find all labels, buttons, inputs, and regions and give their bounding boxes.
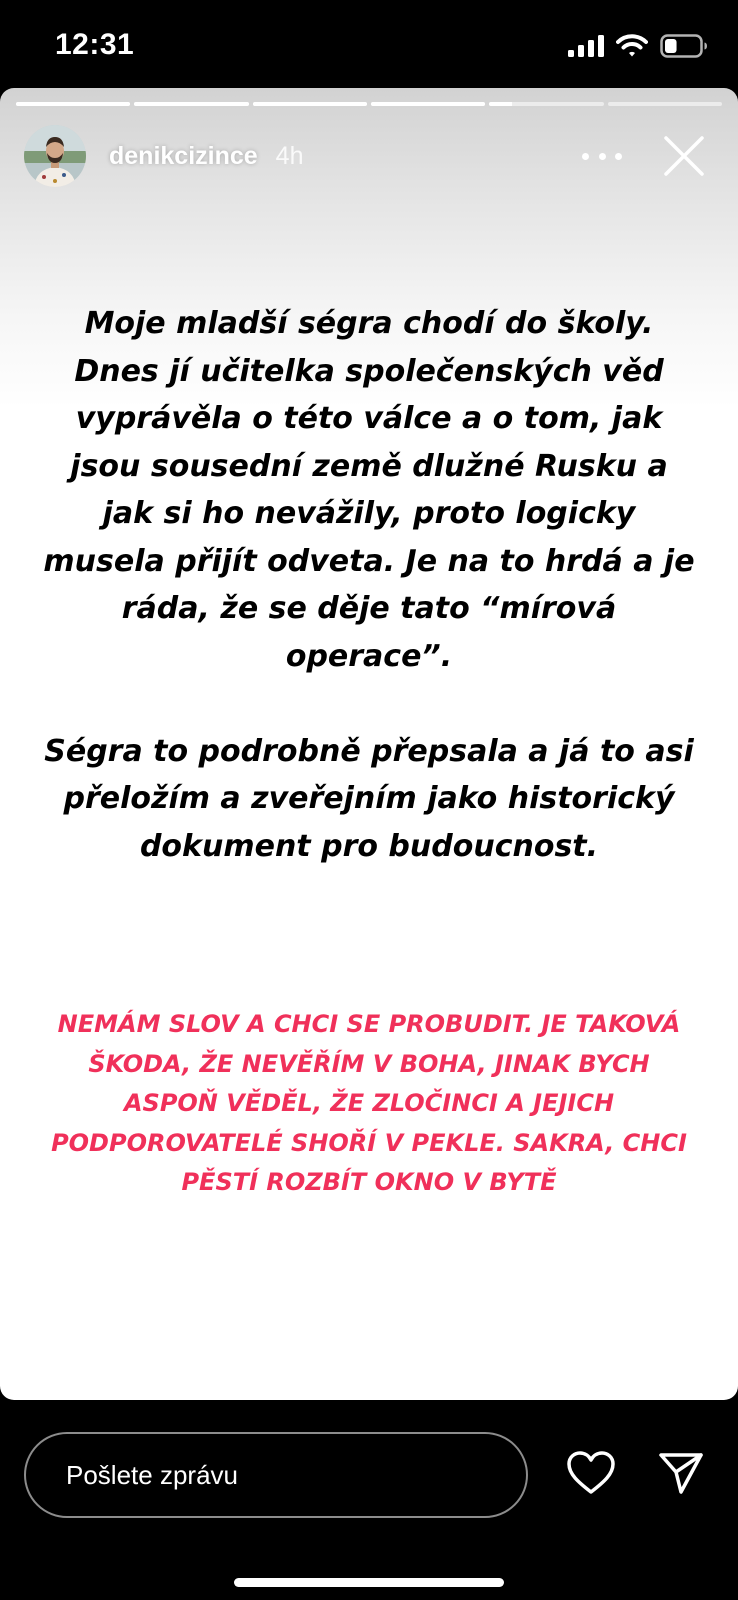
story-paragraph-2: Ségra to podrobně přepsala a já to asi přeložím a zveřejním jako historický dokument pro budoucnost. (44, 733, 694, 864)
story-main-text (40, 300, 698, 870)
heart-icon[interactable] (566, 1450, 616, 1496)
story-header (24, 124, 724, 188)
story-progress-segment (134, 102, 248, 106)
message-input[interactable] (24, 1432, 528, 1518)
story-paragraph-1: Moje mladší ségra chodí do školy. Dnes jí učitelka společenských věd vyprávěla o této válce a o tom, jak jsou sousední země dlužné Rusku a jak si ho nevážily, proto logicky musela přijít odveta. Je na to hrdá a je ráda, že se děje tato “mírová operace”. (43, 306, 695, 674)
status-bar (0, 0, 738, 88)
story-progress-segment (253, 102, 367, 106)
avatar[interactable] (24, 125, 86, 187)
signal-icon (568, 35, 604, 57)
send-icon[interactable] (658, 1450, 704, 1496)
reply-bar (0, 1400, 738, 1600)
story-progress-segment (489, 102, 603, 106)
story-time-ago: 4h (275, 141, 304, 170)
close-icon[interactable] (662, 134, 706, 178)
story-progress-segment (608, 102, 722, 106)
story-progress-segment (16, 102, 130, 106)
story-progress-segment (371, 102, 485, 106)
status-icons (568, 34, 708, 58)
status-time: 12:31 (55, 28, 135, 61)
story-red-text: NEMÁM SLOV A CHCI SE PROBUDIT. JE TAKOVÁ ŠKODA, ŽE NEVĚŘÍM V BOHA, JINAK BYCH ASPOŇ VĚDĚL, ŽE ZLOČINCI A JEJICH PODPOROVATELÉ SHOŘÍ V PEKLE. SAKRA, CHCI PĚSTÍ ROZBÍT OKNO V BYTĚ (51, 1010, 687, 1196)
wifi-icon (616, 34, 648, 58)
battery-icon (660, 34, 708, 58)
story-progress-bar (16, 102, 722, 106)
story-username[interactable]: denikcizince (109, 141, 258, 170)
message-input-placeholder: Pošlete zprávu (66, 1459, 238, 1490)
more-options-icon[interactable] (582, 144, 622, 168)
home-indicator (234, 1578, 504, 1587)
story-card[interactable] (0, 88, 738, 1400)
